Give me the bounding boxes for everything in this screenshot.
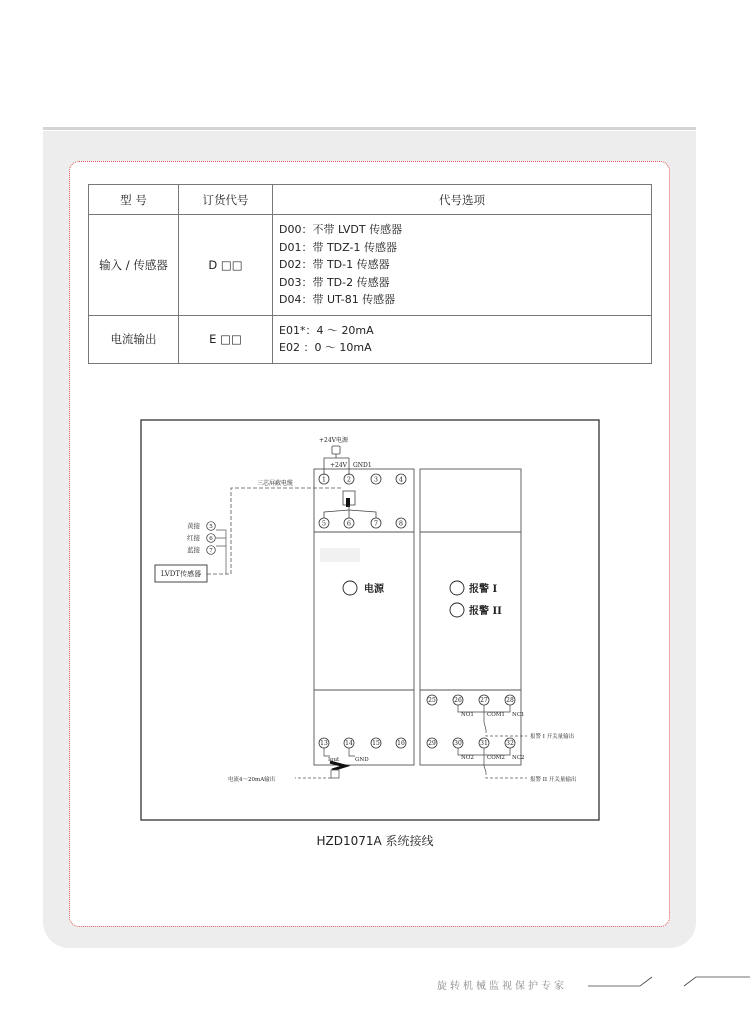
row-code: E □□ [179,315,273,363]
gnd-label: GND [355,757,369,763]
terminal-label: 2 [346,475,352,484]
terminal-label: 14 [345,740,353,747]
option-item: E02 ：0 ～ 10mA [279,341,372,354]
wire-terminal: 6 [209,536,213,542]
terminal-label: 15 [372,740,380,747]
power-label: +24V电源 [319,437,348,444]
terminal-label: 25 [428,697,436,704]
alarm1-led-label: 报警 I [469,584,498,595]
alarm2-led-label: 报警 II [469,606,502,617]
relay1-com: COM1 [487,712,505,718]
option-item: D02：带 TD-1 传感器 [279,258,390,271]
option-item: D01：带 TDZ-1 传感器 [279,240,397,254]
wire-terminal: 7 [209,548,213,554]
header-order-code: 订货代号 [179,185,273,215]
current-output-label: 电流4～20mA输出 [228,777,276,783]
row-model: 电流输出 [89,315,179,363]
terminal-label: 28 [506,697,514,704]
terminal-label: 7 [373,519,379,528]
diagram-caption: HZD1071A 系统接线 [316,834,434,848]
gnd1-label: GND1 [353,462,372,469]
wire-label-yellow: 黄接 [187,522,200,530]
option-item: D00：不带 LVDT 传感器 [279,223,403,236]
power-led-label: 电源 [364,584,384,595]
iout-label: Iout [328,757,340,763]
alarm1-output-label: 报警 I 开关量输出 [530,734,575,740]
terminal-label: 3 [373,475,379,484]
terminal-label: 13 [320,740,328,747]
lvdt-sensor-label: LVDT传感器 [160,570,202,578]
wire-label-blue: 蓝接 [187,546,200,554]
terminal-label: 32 [506,740,514,747]
relay2-nc: NC2 [512,755,525,761]
relay2-no: NO2 [461,755,474,761]
wire-label-red: 红接 [187,534,200,542]
option-item: E01*：4 ～ 20mA [279,323,374,337]
terminal-label: 1 [321,475,327,484]
option-item: D04：带 UT-81 传感器 [279,293,396,306]
terminal-label: 5 [321,519,327,528]
alarm2-output-label: 报警 II 开关量输出 [530,777,577,783]
terminal-label: 4 [398,475,404,484]
option-item: D03：带 TD-2 传感器 [279,275,390,289]
wire-terminal: 5 [209,524,213,530]
relay2-com: COM2 [487,755,505,761]
header-options: 代号选项 [273,185,652,215]
terminal-label: 29 [428,740,436,747]
terminal-label: 31 [480,740,488,747]
v24-label: +24V [330,462,347,469]
terminal-label: 26 [454,697,462,704]
row-model: 输入 / 传感器 [89,215,179,316]
relay1-nc: NC1 [512,712,525,718]
terminal-label: 27 [480,697,488,704]
terminal-label: 6 [346,519,352,528]
cable-label: 三芯屏蔽电缆 [257,480,294,487]
terminal-label: 16 [397,740,405,747]
header-model: 型 号 [89,185,179,215]
terminal-label: 30 [454,740,462,747]
terminal-label: 8 [398,519,404,528]
row-code: D □□ [179,215,273,316]
relay1-no: NO1 [461,712,474,718]
footer-slogan: 旋转机械监视保护专家 [437,981,567,992]
